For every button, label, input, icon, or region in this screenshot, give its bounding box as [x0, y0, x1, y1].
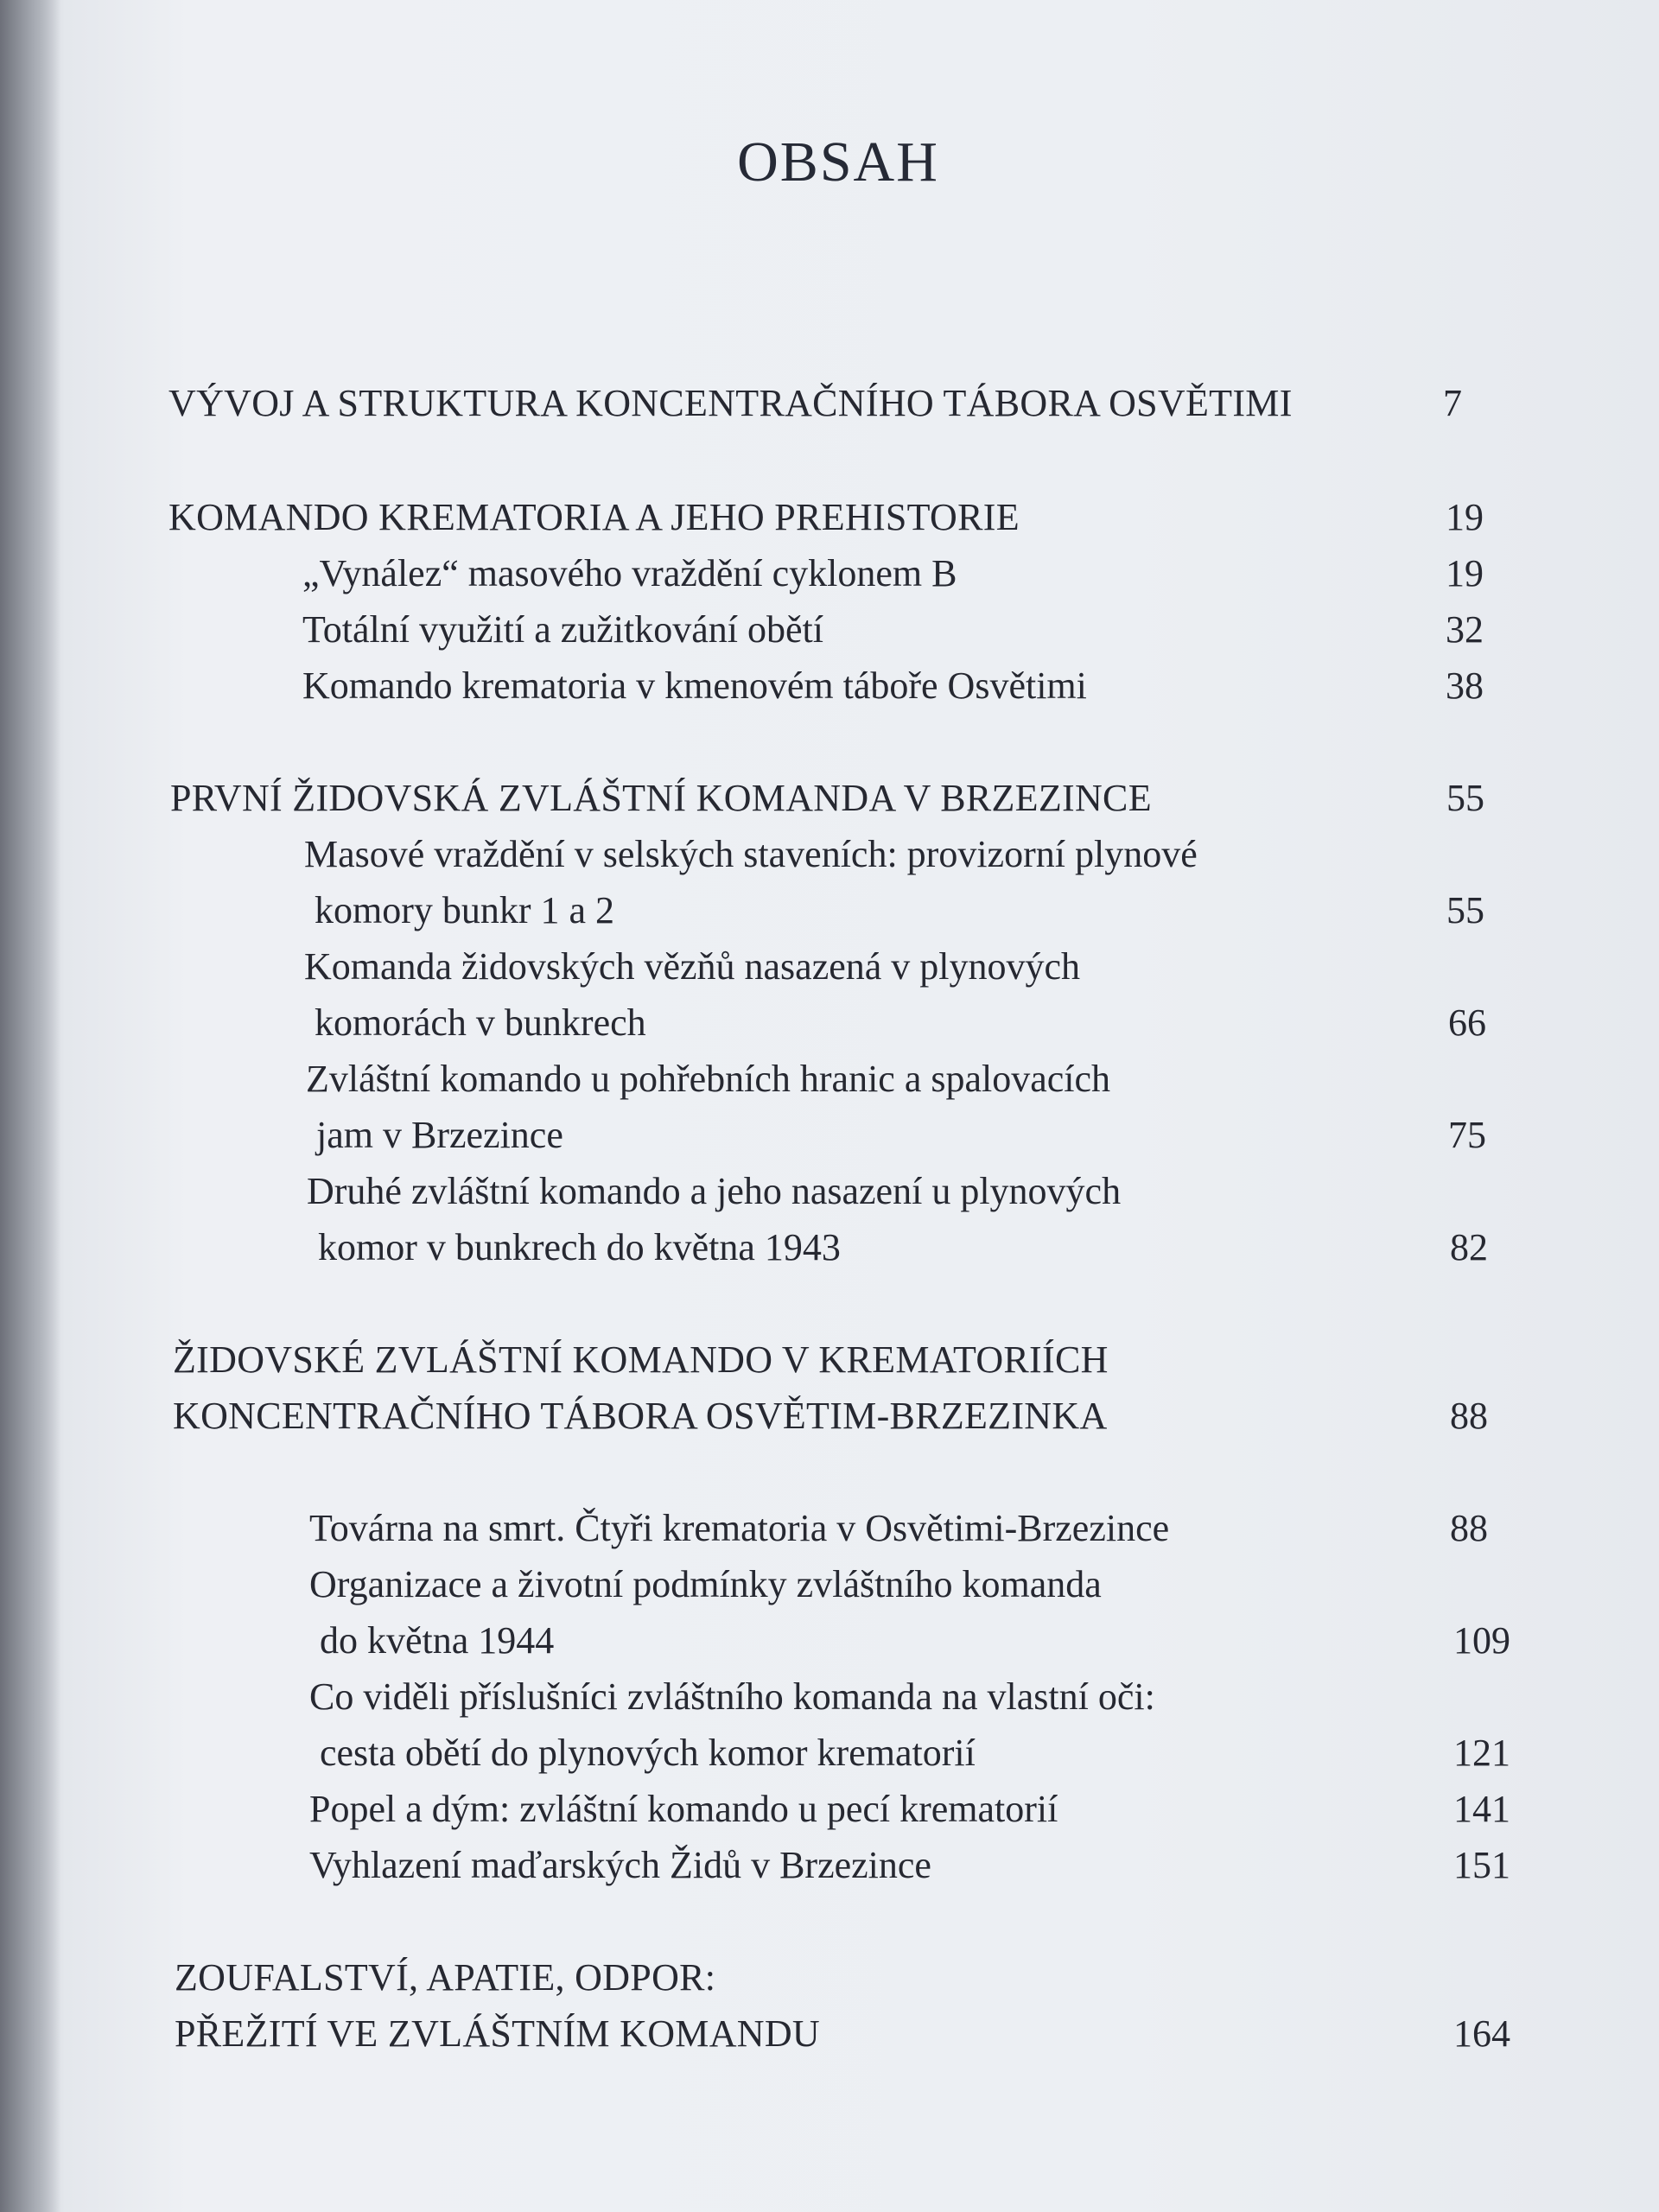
toc-section-title: Továrna na smrt. Čtyři krematoria v Osvětimi-Brzezince: [309, 1507, 1170, 1549]
toc-section-title-continued: jam v Brzezince: [316, 1114, 563, 1156]
toc-section-title: Totální využití a zužitkování obětí: [302, 608, 823, 651]
toc-section-title: Masové vraždění v selských staveních: provizorní plynové: [304, 833, 1198, 875]
toc-page-number: 88: [1450, 1507, 1488, 1549]
toc-section-title-continued: komory bunkr 1 a 2: [315, 889, 615, 931]
toc-page-number: 164: [1453, 2012, 1510, 2055]
toc-page-number: 7: [1443, 382, 1462, 424]
toc-section-title: Organizace a životní podmínky zvláštního komanda: [309, 1563, 1102, 1605]
toc-page-number: 82: [1450, 1226, 1488, 1268]
toc-section-title-continued: komor v bunkrech do května 1943: [318, 1226, 841, 1268]
toc-section-title: Komanda židovských vězňů nasazená v plynových: [304, 945, 1081, 988]
toc-chapter-title: VÝVOJ A STRUKTURA KONCENTRAČNÍHO TÁBORA OSVĚTIMI: [168, 382, 1293, 424]
toc-section-title: Co viděli příslušníci zvláštního komanda na vlastní oči:: [309, 1675, 1155, 1718]
toc-page-number: 75: [1448, 1114, 1486, 1156]
toc-page-number: 151: [1453, 1844, 1510, 1886]
toc-page-number: 121: [1453, 1732, 1510, 1774]
toc-page-number: 55: [1446, 777, 1484, 819]
toc-section-title: „Vynález“ masového vraždění cyklonem B: [302, 552, 957, 594]
toc-section-title: Popel a dým: zvláštní komando u pecí krematorií: [309, 1788, 1058, 1830]
toc-section-title-continued: cesta obětí do plynových komor krematorií: [320, 1732, 976, 1774]
toc-page-number: 19: [1446, 552, 1484, 594]
toc-section-title: Druhé zvláštní komando a jeho nasazení u plynových: [307, 1170, 1122, 1212]
page-title: OBSAH: [737, 130, 939, 194]
toc-page-number: 109: [1453, 1619, 1510, 1662]
toc-page-number: 32: [1446, 608, 1484, 651]
toc-chapter-title-continued: PŘEŽITÍ VE ZVLÁŠTNÍM KOMANDU: [175, 2012, 820, 2055]
toc-section-title-continued: do května 1944: [320, 1619, 555, 1662]
toc-chapter-title: ŽIDOVSKÉ ZVLÁŠTNÍ KOMANDO V KREMATORIÍCH: [173, 1338, 1109, 1381]
toc-page-number: 19: [1446, 496, 1484, 538]
toc-page-number: 141: [1453, 1788, 1510, 1830]
toc-page-number: 55: [1446, 889, 1484, 931]
toc-section-title-continued: komorách v bunkrech: [315, 1001, 646, 1044]
toc-section-title: Zvláštní komando u pohřebních hranic a spalovacích: [306, 1058, 1111, 1100]
toc-page-number: 66: [1448, 1001, 1486, 1044]
toc-page-number: 38: [1446, 664, 1484, 707]
toc-chapter-title: PRVNÍ ŽIDOVSKÁ ZVLÁŠTNÍ KOMANDA V BRZEZINCE: [170, 777, 1152, 819]
toc-section-title: Komando krematoria v kmenovém táboře Osvětimi: [302, 664, 1087, 707]
toc-section-title: Vyhlazení maďarských Židů v Brzezince: [309, 1844, 931, 1886]
toc-chapter-title: ZOUFALSTVÍ, APATIE, ODPOR:: [175, 1956, 716, 1999]
toc-chapter-title: KOMANDO KREMATORIA A JEHO PREHISTORIE: [168, 496, 1020, 538]
toc-chapter-title-continued: KONCENTRAČNÍHO TÁBORA OSVĚTIM-BRZEZINKA: [173, 1395, 1108, 1437]
toc-page-number: 88: [1450, 1395, 1488, 1437]
